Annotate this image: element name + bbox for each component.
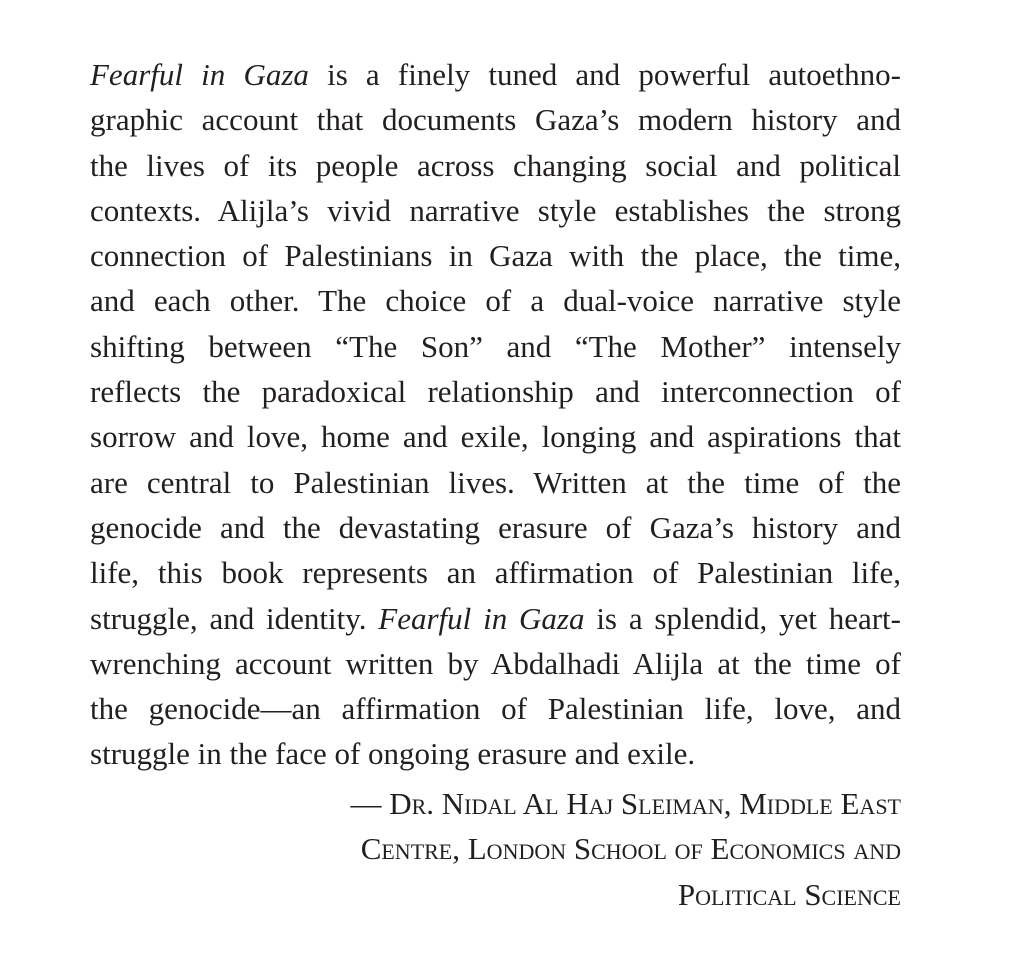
quote-text: life, this book represents an affirmation of Palestinian life, — [90, 555, 901, 591]
quote-line — [90, 369, 901, 414]
quote-line — [90, 324, 901, 369]
attribution-line: Political Science — [677, 876, 901, 912]
quote-text: reflects the paradoxical relationship and interconnection of — [90, 374, 901, 410]
quote-line — [90, 505, 901, 550]
book-title: Fearful in Gaza — [378, 600, 585, 636]
quote-text: graphic account that documents Gaza’s modern history and — [90, 102, 901, 138]
quote-text: and each other. The choice of a dual-voice narrative style — [90, 283, 901, 319]
quote-line — [90, 641, 901, 686]
attribution-line: — Dr. Nidal Al Haj Sleiman, Middle East — [350, 785, 901, 821]
quote-line — [90, 52, 901, 97]
quote-text: wrenching account written by Abdalhadi Alijla at the time of — [90, 645, 901, 681]
quote-line — [90, 278, 901, 323]
quote-line — [90, 233, 901, 278]
quote-line — [90, 143, 901, 188]
quote-text: genocide and the devastating erasure of Gaza’s history and — [90, 509, 901, 545]
quote-line — [90, 550, 901, 595]
quote-text: struggle, and identity. — [90, 600, 379, 636]
endorsement-quote — [90, 52, 901, 777]
quote-text: sorrow and love, home and exile, longing and aspirations that — [90, 419, 901, 455]
endorsement-page — [90, 52, 901, 917]
quote-line — [90, 97, 901, 142]
quote-line — [90, 731, 901, 776]
quote-line — [90, 596, 901, 641]
quote-line — [90, 460, 901, 505]
attribution-line: Centre, London School of Economics and — [360, 831, 901, 867]
book-title: Fearful in Gaza — [90, 57, 309, 92]
quote-text: is a finely tuned and powerful autoethno- — [308, 57, 901, 92]
quote-line — [90, 188, 901, 233]
quote-text: are central to Palestinian lives. Written at the time of the — [90, 464, 901, 500]
quote-text: shifting between “The Son” and “The Mother” intensely — [90, 328, 901, 364]
quote-text: contexts. Alijla’s vivid narrative style establishes the strong — [90, 192, 901, 228]
quote-text: connection of Palestinians in Gaza with the place, the time, — [90, 238, 901, 274]
quote-line — [90, 686, 901, 731]
endorsement-attribution — [90, 781, 901, 918]
quote-text: is a splendid, yet heart- — [584, 600, 901, 636]
quote-text: the genocide—an affirmation of Palestinian life, love, and — [90, 691, 901, 727]
quote-text: the lives of its people across changing social and political — [90, 147, 901, 183]
quote-line — [90, 414, 901, 459]
quote-text: struggle in the face of ongoing erasure and exile. — [90, 736, 696, 772]
